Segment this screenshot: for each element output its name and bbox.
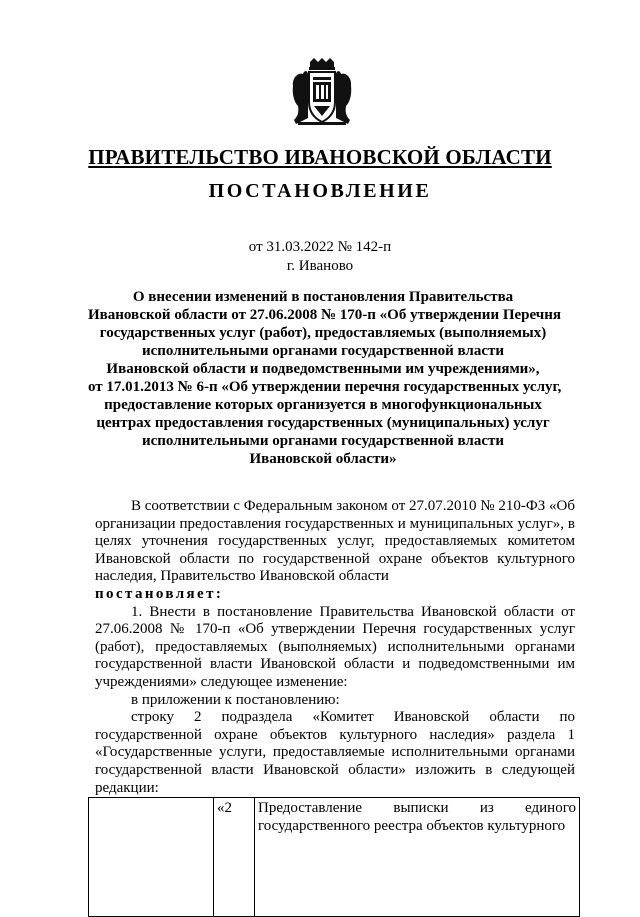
document-meta: [0, 238, 640, 276]
services-table: [88, 797, 580, 917]
preamble-paragraph: В соответствии с Федеральным законом от 27.07.2010 № 210-ФЗ «Об организации предоставления государственных и муниципальных услуг», в целях уточнения государственных услуг, предоставляемых комитетом Ивановской области по государственной охране объектов культурного наследия, Правительство Ивановской области: [95, 498, 575, 585]
title-line: государственных услуг (работ), предоставляемых (выполняемых): [99, 325, 547, 341]
document-type-heading: ПОСТАНОВЛЕНИЕ: [208, 180, 432, 202]
city: г. Иваново: [286, 258, 354, 274]
title-line: от 17.01.2013 № 6-п «Об утверждении перечня государственных услуг,: [88, 379, 562, 395]
table-row: [89, 798, 580, 917]
row-change-paragraph: строку 2 подраздела «Комитет Ивановской области по государственной охране объектов культурного наследия» раздела 1 «Государственные услуги, предоставляемые исполнительными органами государственной власти Ивановской области» изложить в следующей редакции:: [95, 709, 575, 796]
government-name-heading: ПРАВИТЕЛЬСТВО ИВАНОВСКОЙ ОБЛАСТИ: [88, 145, 552, 169]
table-cell-service: Предоставление выписки из единого государственного реестра объектов культурного: [255, 798, 580, 917]
title-line: исполнительными органами государственной власти: [141, 433, 505, 449]
title-line: Ивановской области»: [249, 451, 397, 467]
title-line: предоставление которых организуется в многофункциональных: [104, 397, 542, 413]
title-line: центрах предоставления государственных (муниципальных) услуг: [96, 415, 550, 431]
appendix-paragraph: в приложении к постановлению:: [131, 691, 340, 708]
coat-of-arms-emblem: [290, 58, 354, 128]
table-cell-empty: [89, 798, 214, 917]
table-cell-number: «2: [214, 798, 255, 917]
document-title: [88, 288, 562, 468]
title-line: Ивановской области от 27.06.2008 № 170-п «Об утверждении Перечня: [88, 307, 562, 323]
title-line: исполнительными органами государственной власти: [141, 343, 505, 359]
title-line: Ивановской области и подведомственными им учреждениями»,: [106, 361, 540, 377]
title-line: О внесении изменений в постановления Правительства: [132, 289, 514, 305]
decree-word: постановляет:: [95, 585, 224, 602]
document-body: [95, 498, 575, 797]
date-number: от 31.03.2022 № 142-п: [248, 239, 392, 255]
item-1-paragraph: 1. Внести в постановление Правительства Ивановской области от 27.06.2008 № 170-п «Об утверждении Перечня государственных услуг (работ), предоставляемых (выполняемых) исполнительными органами государственной власти Ивановской области и подведомственными им учреждениями» следующее изменение:: [95, 603, 575, 690]
